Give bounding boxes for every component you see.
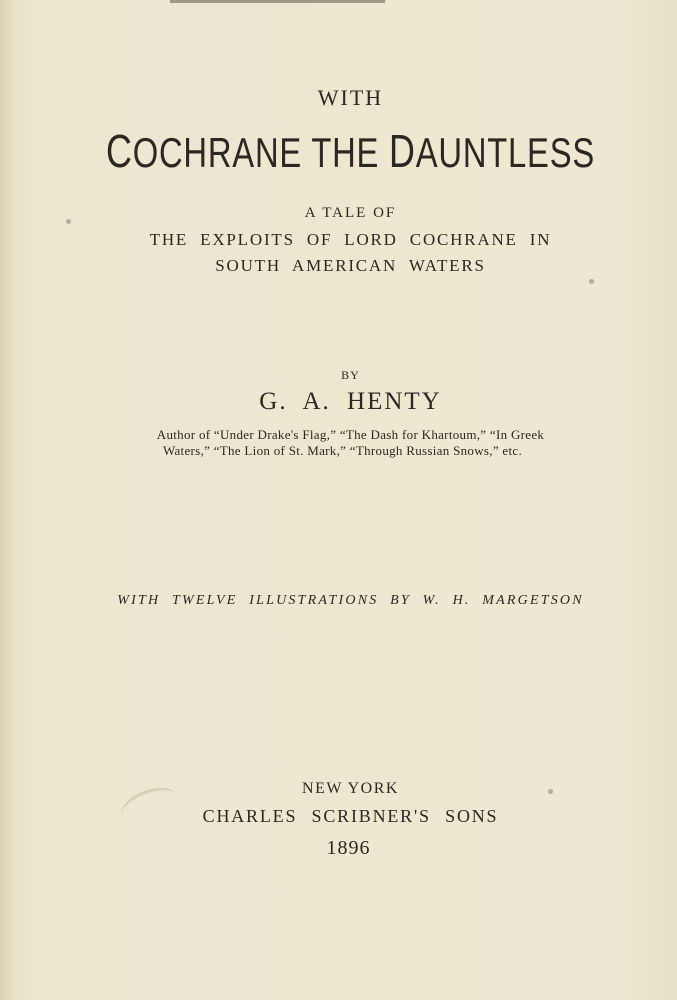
title-cap-c: C bbox=[106, 125, 133, 177]
book-title bbox=[86, 124, 614, 178]
title-cap-d: D bbox=[389, 125, 416, 177]
title-word-cochrane bbox=[106, 125, 303, 177]
paper-speck bbox=[66, 219, 71, 224]
other-works-line-2: Waters,” “The Lion of St. Mark,” “Through Russian Snows,” etc. bbox=[162, 443, 523, 458]
title-rest-dauntless: AUNTLESS bbox=[415, 129, 595, 176]
publisher-city: NEW YORK bbox=[302, 780, 399, 797]
illustrations-credit: WITH TWELVE ILLUSTRATIONS BY W. H. MARGETSON bbox=[117, 593, 584, 608]
paper-speck bbox=[548, 789, 553, 794]
other-works-line-1: Author of “Under Drake's Flag,” “The Dash for Khartoum,” “In Greek bbox=[156, 427, 545, 442]
pre-title: WITH bbox=[317, 85, 384, 110]
paper-speck bbox=[589, 279, 594, 284]
title-rest-the: THE bbox=[311, 129, 380, 176]
author-name: G. A. HENTY bbox=[259, 388, 442, 415]
subtitle-line-2: SOUTH AMERICAN WATERS bbox=[215, 256, 486, 275]
subtitle-line-1: THE EXPLOITS OF LORD COCHRANE IN bbox=[149, 230, 552, 249]
tale-of: A TALE OF bbox=[304, 205, 397, 221]
publisher-name: CHARLES SCRIBNER'S SONS bbox=[202, 806, 499, 826]
publication-year: 1896 bbox=[326, 837, 371, 859]
title-word-dauntless bbox=[389, 125, 595, 177]
by-label: BY bbox=[341, 368, 360, 382]
title-word-the bbox=[311, 129, 379, 176]
top-edge-mark bbox=[170, 0, 385, 3]
title-rest-cochrane: OCHRANE bbox=[132, 129, 303, 176]
